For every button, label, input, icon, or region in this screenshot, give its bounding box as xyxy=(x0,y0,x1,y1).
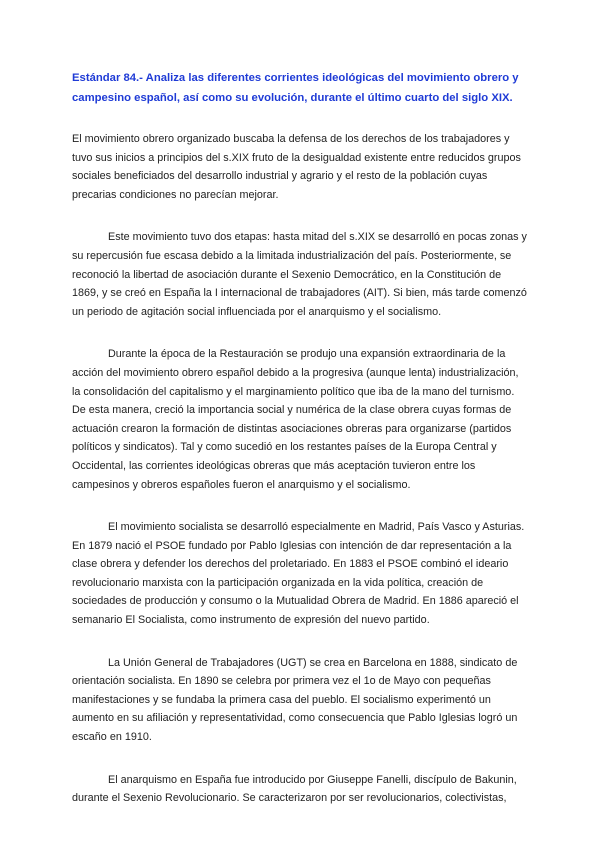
paragraph-intro: El movimiento obrero organizado buscaba la defensa de los derechos de los trabajadores y tuvo sus inicios a principios del s.XIX fruto de la desigualdad existente entre reducidos grupos sociales beneficiados del desarrollo industrial y agrario y el resto de la población cuyas precarias condiciones no parecían mejorar. xyxy=(72,133,521,201)
document-page xyxy=(72,68,528,832)
paragraph-ugt: La Unión General de Trabajadores (UGT) se crea en Barcelona en 1888, sindicato de orientación socialista. En 1890 se celebra por primera vez el 1o de Mayo con pequeñas manifestaciones y se fundaba la primera casa del pueblo. El socialismo experimentó un aumento en su afiliación y representatividad, como consecuencia que Pablo Iglesias logró un escaño en 1910. xyxy=(72,656,518,744)
paragraph-restoration: Durante la época de la Restauración se produjo una expansión extraordinaria de la acción del movimiento obrero español debido a la progresiva (aunque lenta) industrialización, la consolidación del capitalismo y el marginamiento político que iba de la mano del turnismo. De esta manera, creció la importancia social y numérica de la clase obrera cuyas formas de actuación crearon la formación de distintas asociaciones obreras para organizarse (partidos políticos y sindicatos). Tal y como sucedió en los restantes países de la Europa Central y Occidental, las corrientes ideológicas obreras que más aceptación tuvieron entre los campesinos y obreros españoles fueron el anarquismo y el socialismo. xyxy=(72,348,519,491)
paragraph-stages: Este movimiento tuvo dos etapas: hasta mitad del s.XIX se desarrolló en pocas zonas y su repercusión fue escasa debido a la limitada industrialización del país. Posteriormente, se reconoció la libertad de asociación durante el Sexenio Democrático, en la Constitución de 1869, y se creó en España la I internacional de trabajadores (AIT). Si bien, más tarde comenzó un periodo de agitación social influenciada por el anarquismo y el socialismo. xyxy=(72,231,527,318)
paragraph-socialism: El movimiento socialista se desarrolló especialmente en Madrid, País Vasco y Asturias. En 1879 nació el PSOE fundado por Pablo Iglesias con intención de dar representación a la clase obrera y defender los derechos del proletariado. En 1883 el PSOE combinó el ideario revolucionario marxista con la participación organizada en la vida política, creación de sociedades de producción y consumo o la Mutualidad Obrera de Madrid. En 1886 apareció el semanario El Socialista, como instrumento de expresión del nuevo partido. xyxy=(72,521,525,627)
standard-heading: Estándar 84.- Analiza las diferentes corrientes ideológicas del movimiento obrero y campesino español, así como su evolución, durante el último cuarto del siglo XIX. xyxy=(72,72,519,104)
paragraph-anarchism: El anarquismo en España fue introducido por Giuseppe Fanelli, discípulo de Bakunin, durante el Sexenio Revolucionario. Se caracterizaron por ser revolucionarios, colectivistas, xyxy=(72,773,517,805)
